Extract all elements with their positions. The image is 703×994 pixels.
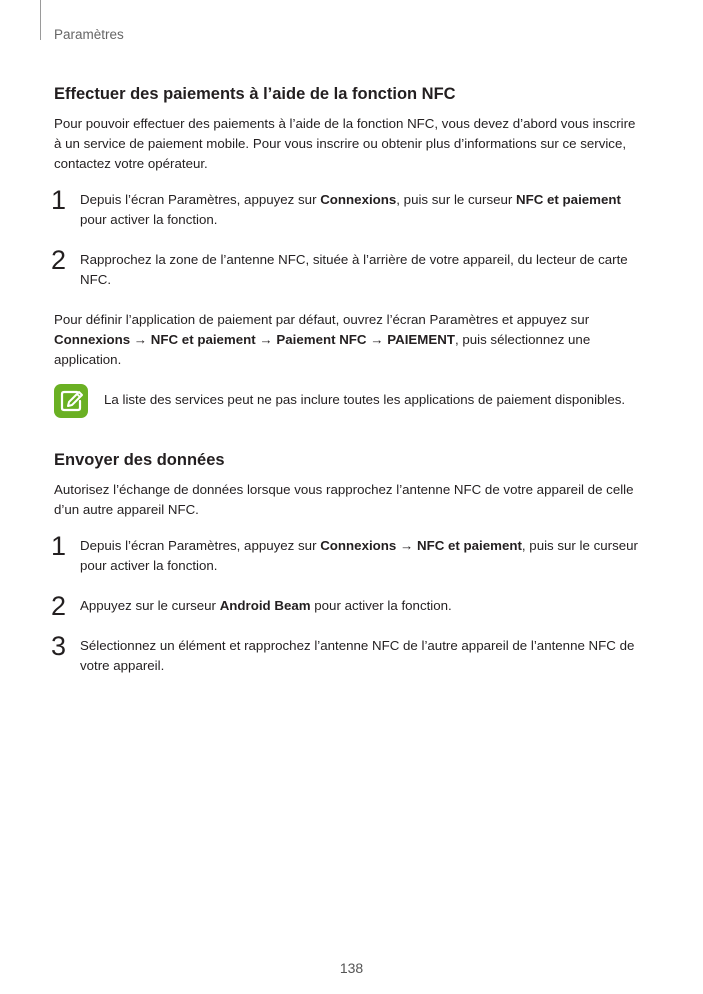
section-title-nfc-payments: Effectuer des paiements à l’aide de la fonction NFC (54, 85, 456, 103)
bold-text: Connexions (54, 332, 131, 347)
paragraph-text: , puis sélectionnez une application. (54, 332, 591, 367)
step-text: , puis sur le curseur pour activer la fonction. (80, 538, 638, 573)
step-item (51, 185, 644, 230)
paragraph-text: Pour définir l’application de paiement par défaut, ouvrez l’écran Paramètres et appuyez sur (54, 312, 590, 327)
arrow: → (396, 538, 417, 553)
default-payment-paragraph (54, 310, 644, 370)
page-number: 138 (339, 960, 364, 976)
step-bold-text: Connexions (320, 192, 397, 207)
step-number: 3 (51, 631, 67, 661)
note-text: La liste des services peut ne pas inclure toutes les applications de paiement disponibles. (104, 392, 626, 407)
step-bold-text: NFC et paiement (516, 192, 621, 207)
step-text: Depuis l’écran Paramètres, appuyez sur (80, 538, 321, 553)
step-number: 2 (51, 591, 67, 621)
step-item (51, 631, 644, 676)
bold-text: PAIEMENT (387, 332, 455, 347)
step-text: pour activer la fonction. (80, 212, 218, 227)
arrow: → (130, 332, 151, 347)
bold-text: NFC et paiement (150, 332, 256, 347)
step-number: 1 (51, 185, 67, 215)
step-text: Sélectionnez un élément et rapprochez l’antenne NFC de l’autre appareil de l’antenne NFC de votre appareil. (80, 638, 635, 673)
step-text: pour activer la fonction. (310, 598, 452, 613)
bold-text: Paiement NFC (276, 332, 367, 347)
section-title-send-data: Envoyer des données (54, 451, 225, 469)
page-content (51, 84, 644, 676)
step-bold-text: Connexions (320, 538, 397, 553)
step-text: Depuis l’écran Paramètres, appuyez sur (80, 192, 321, 207)
header-rule (40, 0, 41, 40)
step-text: Appuyez sur le curseur (80, 598, 220, 613)
step-bold-text: NFC et paiement (416, 538, 522, 553)
section-intro: Pour pouvoir effectuer des paiements à l’aide de la fonction NFC, vous devez d’abord vous inscrire à un service de paiement mobile. Pour vous inscrire ou obtenir plus d’informations sur ce service, contactez votre opérateur. (54, 116, 636, 171)
step-text: Rapprochez la zone de l’antenne NFC, située à l’arrière de votre appareil, du lecteur de carte NFC. (80, 252, 628, 287)
arrow: → (366, 332, 388, 347)
step-item (51, 531, 644, 576)
note-pencil-icon (54, 384, 88, 418)
step-text: , puis sur le curseur (396, 192, 517, 207)
note-box (54, 390, 644, 410)
step-number: 1 (51, 531, 67, 561)
arrow: → (255, 332, 277, 347)
step-item (51, 591, 644, 621)
step-number: 2 (51, 245, 67, 275)
running-header: Paramètres (54, 27, 124, 42)
step-item (51, 245, 644, 290)
step-bold-text: Android Beam (219, 598, 311, 613)
section-intro: Autorisez l’échange de données lorsque vous rapprochez l’antenne NFC de votre appareil de celle d’un autre appareil NFC. (54, 482, 634, 517)
